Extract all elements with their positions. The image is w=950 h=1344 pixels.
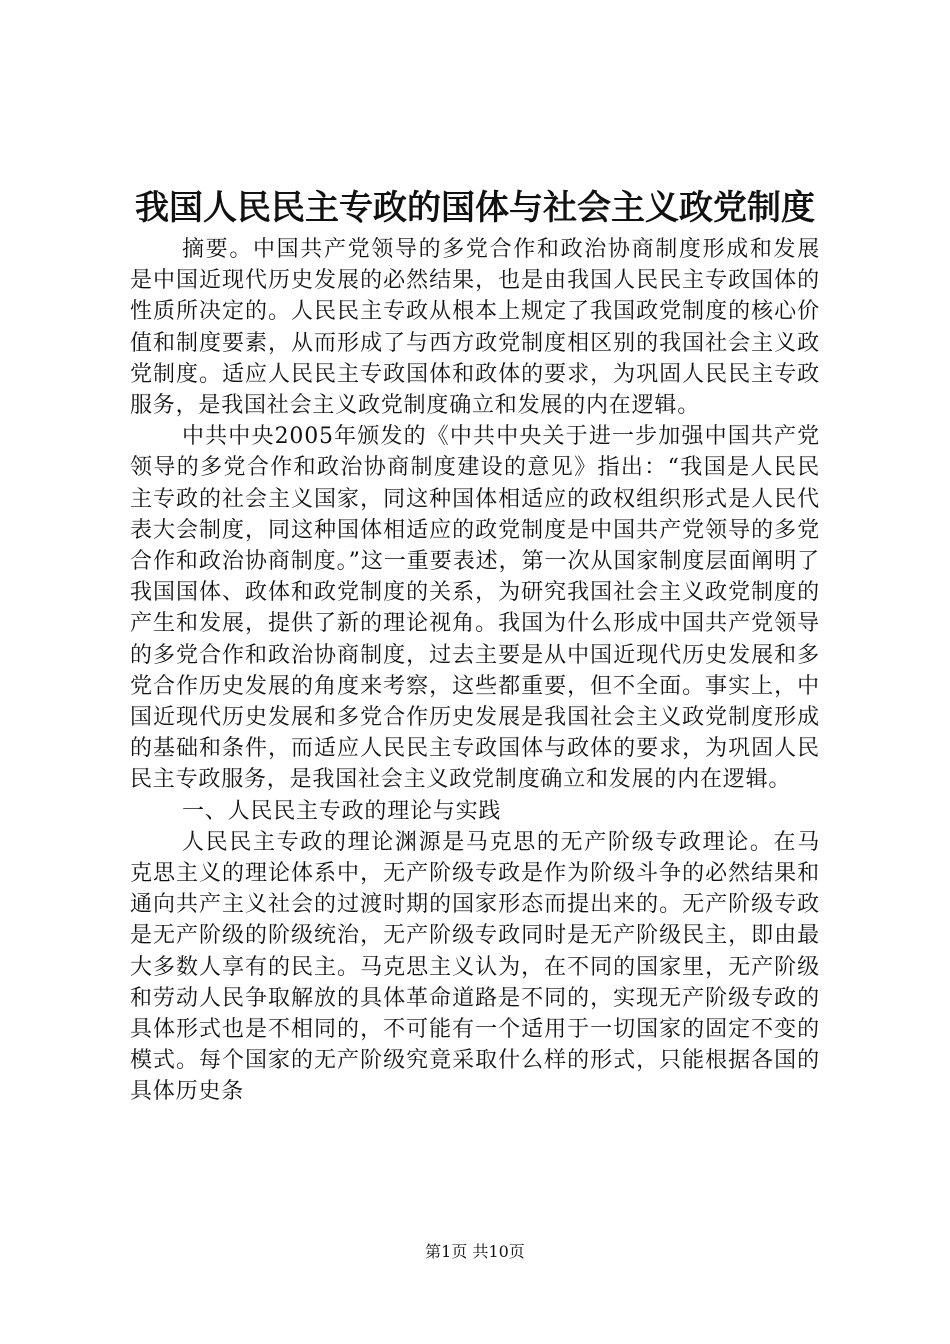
body-paragraph: 中共中央2005年颁发的《中共中央关于进一步加强中国共产党领导的多党合作和政治协商制度建设的意见》指出：“我国是人民民主专政的社会主义国家，同这种国体相适应的政权组织形式是人民代表大会制度，同这种国体相适应的政党制度是中国共产党领导的多党合作和政治协商制度。”这一重要表述，第一次从国家制度层面阐明了我国国体、政体和政党制度的关系，为研究我国社会主义政党制度的产生和发展，提供了新的理论视角。我国为什么形成中国共产党领导的多党合作和政治协商制度，过去主要是从中国近现代历史发展和多党合作历史发展的角度来考察，这些都重要，但不全面。事实上，中国近现代历史发展和多党合作历史发展是我国社会主义政党制度形成的基础和条件，而适应人民民主专政国体与政体的要求，为巩固人民民主专政服务，是我国社会主义政党制度确立和发展的内在逻辑。 [130, 424, 820, 793]
body-paragraph: 人民民主专政的理论渊源是马克思的无产阶级专政理论。在马克思主义的理论体系中，无产阶级专政是作为阶级斗争的必然结果和通向共产主义社会的过渡时期的国家形态而提出来的。无产阶级专政是无产阶级的阶级统治，无产阶级专政同时是无产阶级民主，即由最大多数人享有的民主。马克思主义认为，在不同的国家里，无产阶级和劳动人民争取解放的具体革命道路是不同的，实现无产阶级专政的具体形式也是不相同的，不可能有一个适用于一切国家的固定不变的模式。每个国家的无产阶级究竟采取什么样的形式，只能根据各国的具体历史条 [130, 829, 820, 1105]
abstract-paragraph: 摘要。中国共产党领导的多党合作和政治协商制度形成和发展是中国近现代历史发展的必然结果，也是由我国人民民主专政国体的性质所决定的。人民民主专政从根本上规定了我国政党制度的核心价值和制度要素，从而形成了与西方政党制度相区别的我国社会主义政党制度。适应人民民主专政国体和政体的要求，为巩固人民民主专政服务，是我国社会主义政党制度确立和发展的内在逻辑。 [130, 237, 820, 419]
document-body [130, 234, 820, 1108]
section-heading: 一、人民民主专政的理论与实践 [182, 798, 502, 824]
page-number-footer: 第1页 共10页 [425, 1242, 525, 1261]
document-title: 我国人民民主专政的国体与社会主义政党制度 [135, 188, 815, 228]
